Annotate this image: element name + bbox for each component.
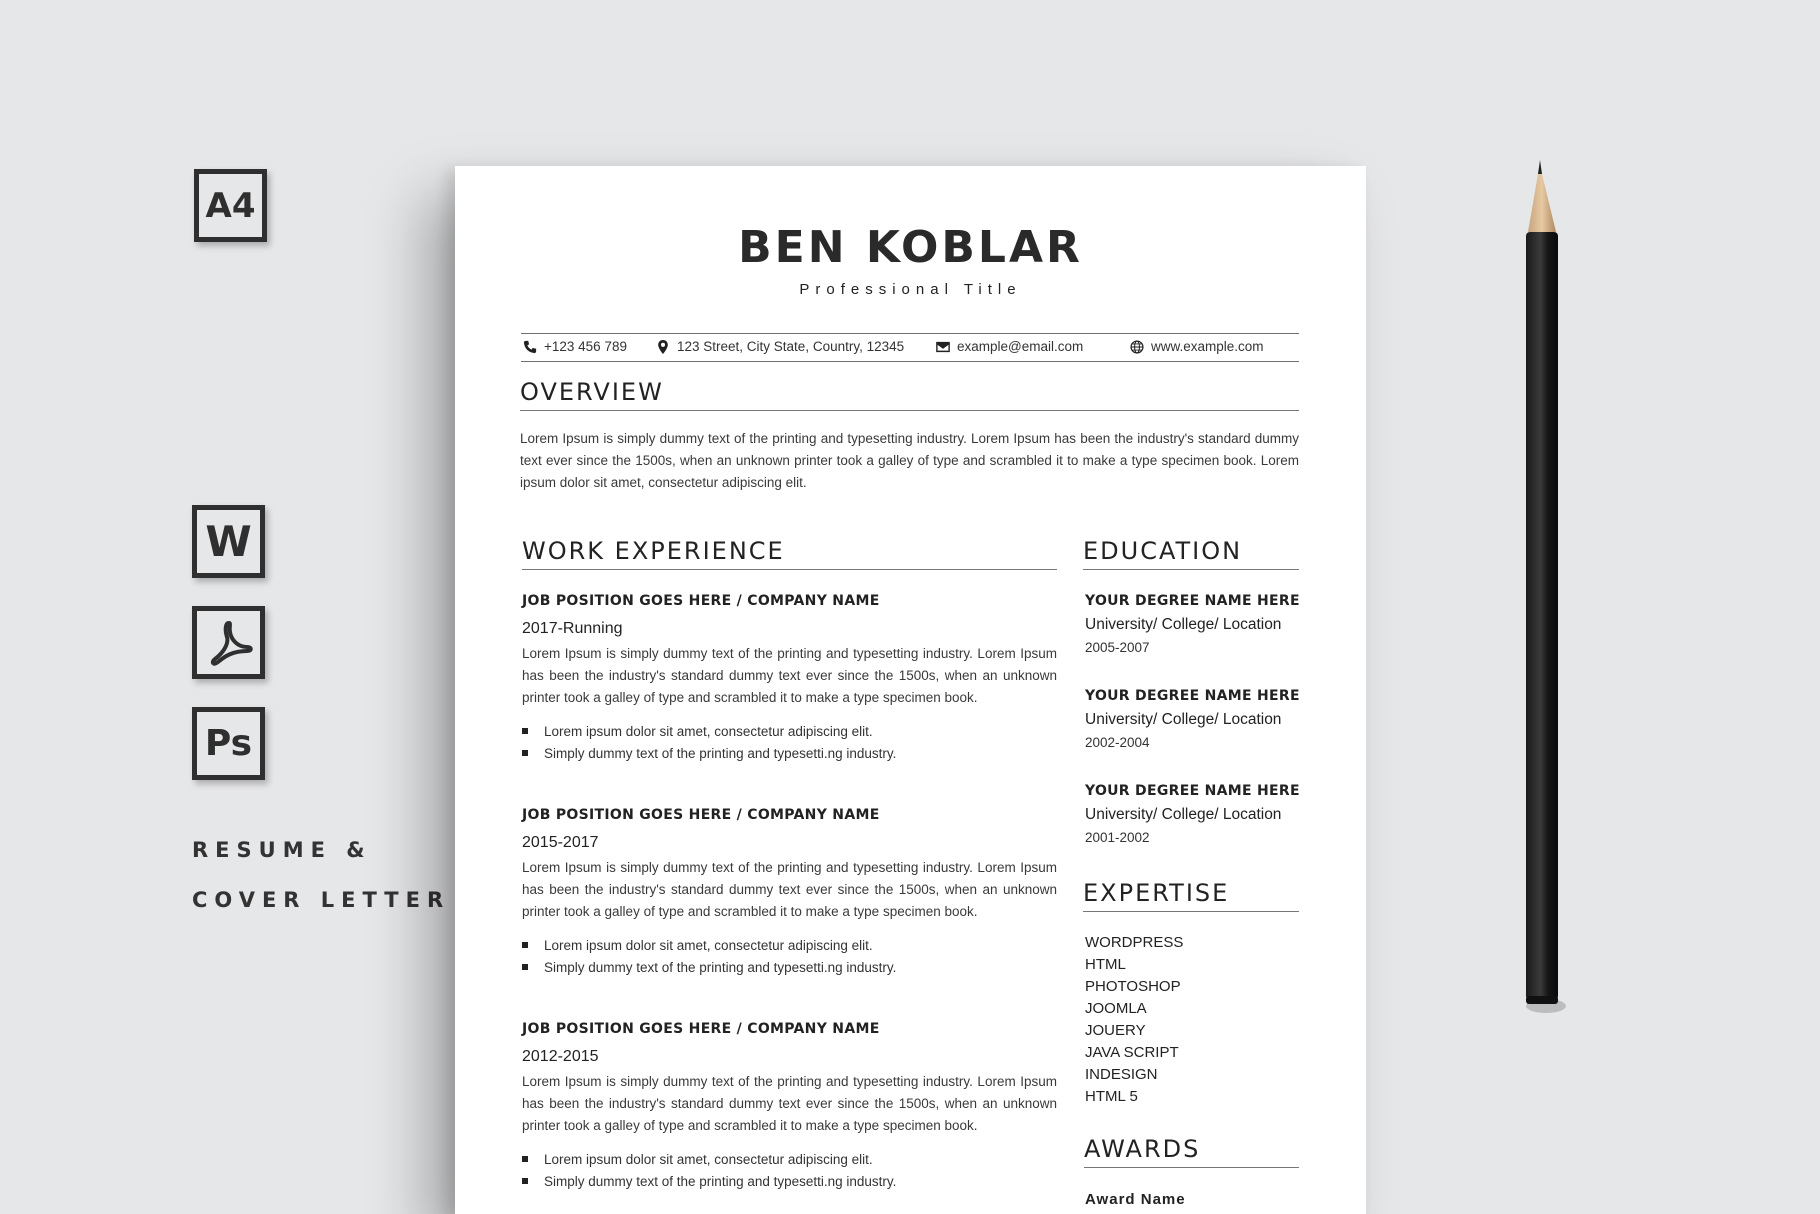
a4-label: A4 — [205, 185, 256, 226]
resume-name: BEN KOBLAR — [738, 222, 1083, 273]
overview-text: Lorem Ipsum is simply dummy text of the printing and typesetting industry. Lorem Ipsum has been the industry's standard dummy text ever since the 1500s, when an unknown printer took a galley of type and scrambled it to make a type specimen book. Lorem ipsum dolor sit amet, consectetur adipiscing elit. — [520, 431, 1299, 490]
skill-item: HTML — [1085, 956, 1126, 973]
bullet-text: Lorem ipsum dolor sit amet, consectetur adipiscing elit. — [544, 938, 873, 953]
photoshop-icon — [192, 707, 265, 780]
location-pin-icon — [656, 340, 670, 354]
job-bullet — [522, 746, 896, 761]
job-date: 2015-2017 — [522, 834, 599, 851]
bullet-square-icon — [522, 750, 528, 756]
award-name: Award Name — [1085, 1191, 1186, 1208]
skill-item: WORDPRESS — [1085, 934, 1184, 951]
degree-years: 2005-2007 — [1085, 640, 1150, 655]
bullet-square-icon — [522, 1156, 528, 1162]
mail-icon — [936, 340, 950, 354]
degree-name: YOUR DEGREE NAME HERE — [1085, 783, 1300, 799]
acrobat-glyph-icon — [203, 617, 255, 669]
skill-item: PHOTOSHOP — [1085, 978, 1181, 995]
job-title: JOB POSITION GOES HERE / COMPANY NAME — [522, 1021, 880, 1037]
skill-item: HTML 5 — [1085, 1088, 1138, 1105]
address-text: 123 Street, City State, Country, 12345 — [677, 339, 905, 354]
globe-icon — [1130, 340, 1144, 354]
side-title-line1: RESUME & — [192, 838, 372, 862]
skill-item: JAVA SCRIPT — [1085, 1044, 1179, 1061]
job-bullet — [522, 724, 873, 739]
degree-school: University/ College/ Location — [1085, 711, 1282, 728]
contact-bar — [521, 333, 1299, 362]
skill-item: JOOMLA — [1085, 1000, 1147, 1017]
awards-heading: AWARDS — [1084, 1135, 1299, 1168]
word-icon — [192, 505, 265, 578]
skill-item: INDESIGN — [1085, 1066, 1158, 1083]
pencil-icon — [1512, 160, 1572, 1020]
job-bullet — [522, 1174, 896, 1189]
side-title-line2: COVER LETTER — [192, 888, 451, 912]
web-text: www.example.com — [1151, 339, 1264, 354]
professional-title: Professional Title — [799, 281, 1022, 298]
job-date: 2017-Running — [522, 620, 623, 637]
contact-address — [656, 339, 904, 354]
bullet-square-icon — [522, 964, 528, 970]
contact-web — [1130, 339, 1264, 354]
expertise-heading: EXPERTISE — [1083, 879, 1299, 912]
resume-page — [455, 166, 1366, 1214]
bullet-square-icon — [522, 728, 528, 734]
bullet-square-icon — [522, 942, 528, 948]
job-description: Lorem Ipsum is simply dummy text of the printing and typesetting industry. Lorem Ipsum has been the industry's standard dummy text ever since the 1500s, when an unknown printer took a galley of type and scrambled it to make a type specimen book. — [522, 860, 1057, 919]
job-bullet — [522, 938, 873, 953]
work-experience-heading: WORK EXPERIENCE — [522, 537, 1057, 570]
bullet-text: Simply dummy text of the printing and typesetti.ng industry. — [544, 746, 897, 761]
degree-years: 2002-2004 — [1085, 735, 1150, 750]
education-heading: EDUCATION — [1083, 537, 1299, 570]
job-title: JOB POSITION GOES HERE / COMPANY NAME — [522, 807, 880, 823]
a4-format-badge — [194, 169, 267, 242]
job-bullet — [522, 1152, 873, 1167]
job-description: Lorem Ipsum is simply dummy text of the printing and typesetting industry. Lorem Ipsum has been the industry's standard dummy text ever since the 1500s, when an unknown printer took a galley of type and scrambled it to make a type specimen book. — [522, 646, 1057, 705]
skill-item: JOUERY — [1085, 1022, 1146, 1039]
phone-icon — [523, 340, 537, 354]
bullet-text: Simply dummy text of the printing and typesetti.ng industry. — [544, 960, 897, 975]
bullet-text: Simply dummy text of the printing and typesetti.ng industry. — [544, 1174, 897, 1189]
bullet-text: Lorem ipsum dolor sit amet, consectetur adipiscing elit. — [544, 724, 873, 739]
degree-name: YOUR DEGREE NAME HERE — [1085, 593, 1300, 609]
word-label: W — [205, 517, 252, 566]
job-title: JOB POSITION GOES HERE / COMPANY NAME — [522, 593, 880, 609]
bullet-text: Lorem ipsum dolor sit amet, consectetur adipiscing elit. — [544, 1152, 873, 1167]
overview-heading: OVERVIEW — [520, 378, 1299, 411]
acrobat-icon — [192, 606, 265, 679]
bullet-square-icon — [522, 1178, 528, 1184]
degree-name: YOUR DEGREE NAME HERE — [1085, 688, 1300, 704]
job-bullet — [522, 960, 896, 975]
degree-school: University/ College/ Location — [1085, 616, 1282, 633]
phone-text: +123 456 789 — [544, 339, 627, 354]
contact-email — [936, 339, 1083, 354]
degree-school: University/ College/ Location — [1085, 806, 1282, 823]
contact-phone — [523, 339, 627, 354]
degree-years: 2001-2002 — [1085, 830, 1150, 845]
email-text: example@email.com — [957, 339, 1084, 354]
ps-label: Ps — [204, 723, 253, 764]
job-description: Lorem Ipsum is simply dummy text of the printing and typesetting industry. Lorem Ipsum has been the industry's standard dummy text ever since the 1500s, when an unknown printer took a galley of type and scrambled it to make a type specimen book. — [522, 1074, 1057, 1133]
job-date: 2012-2015 — [522, 1048, 599, 1065]
